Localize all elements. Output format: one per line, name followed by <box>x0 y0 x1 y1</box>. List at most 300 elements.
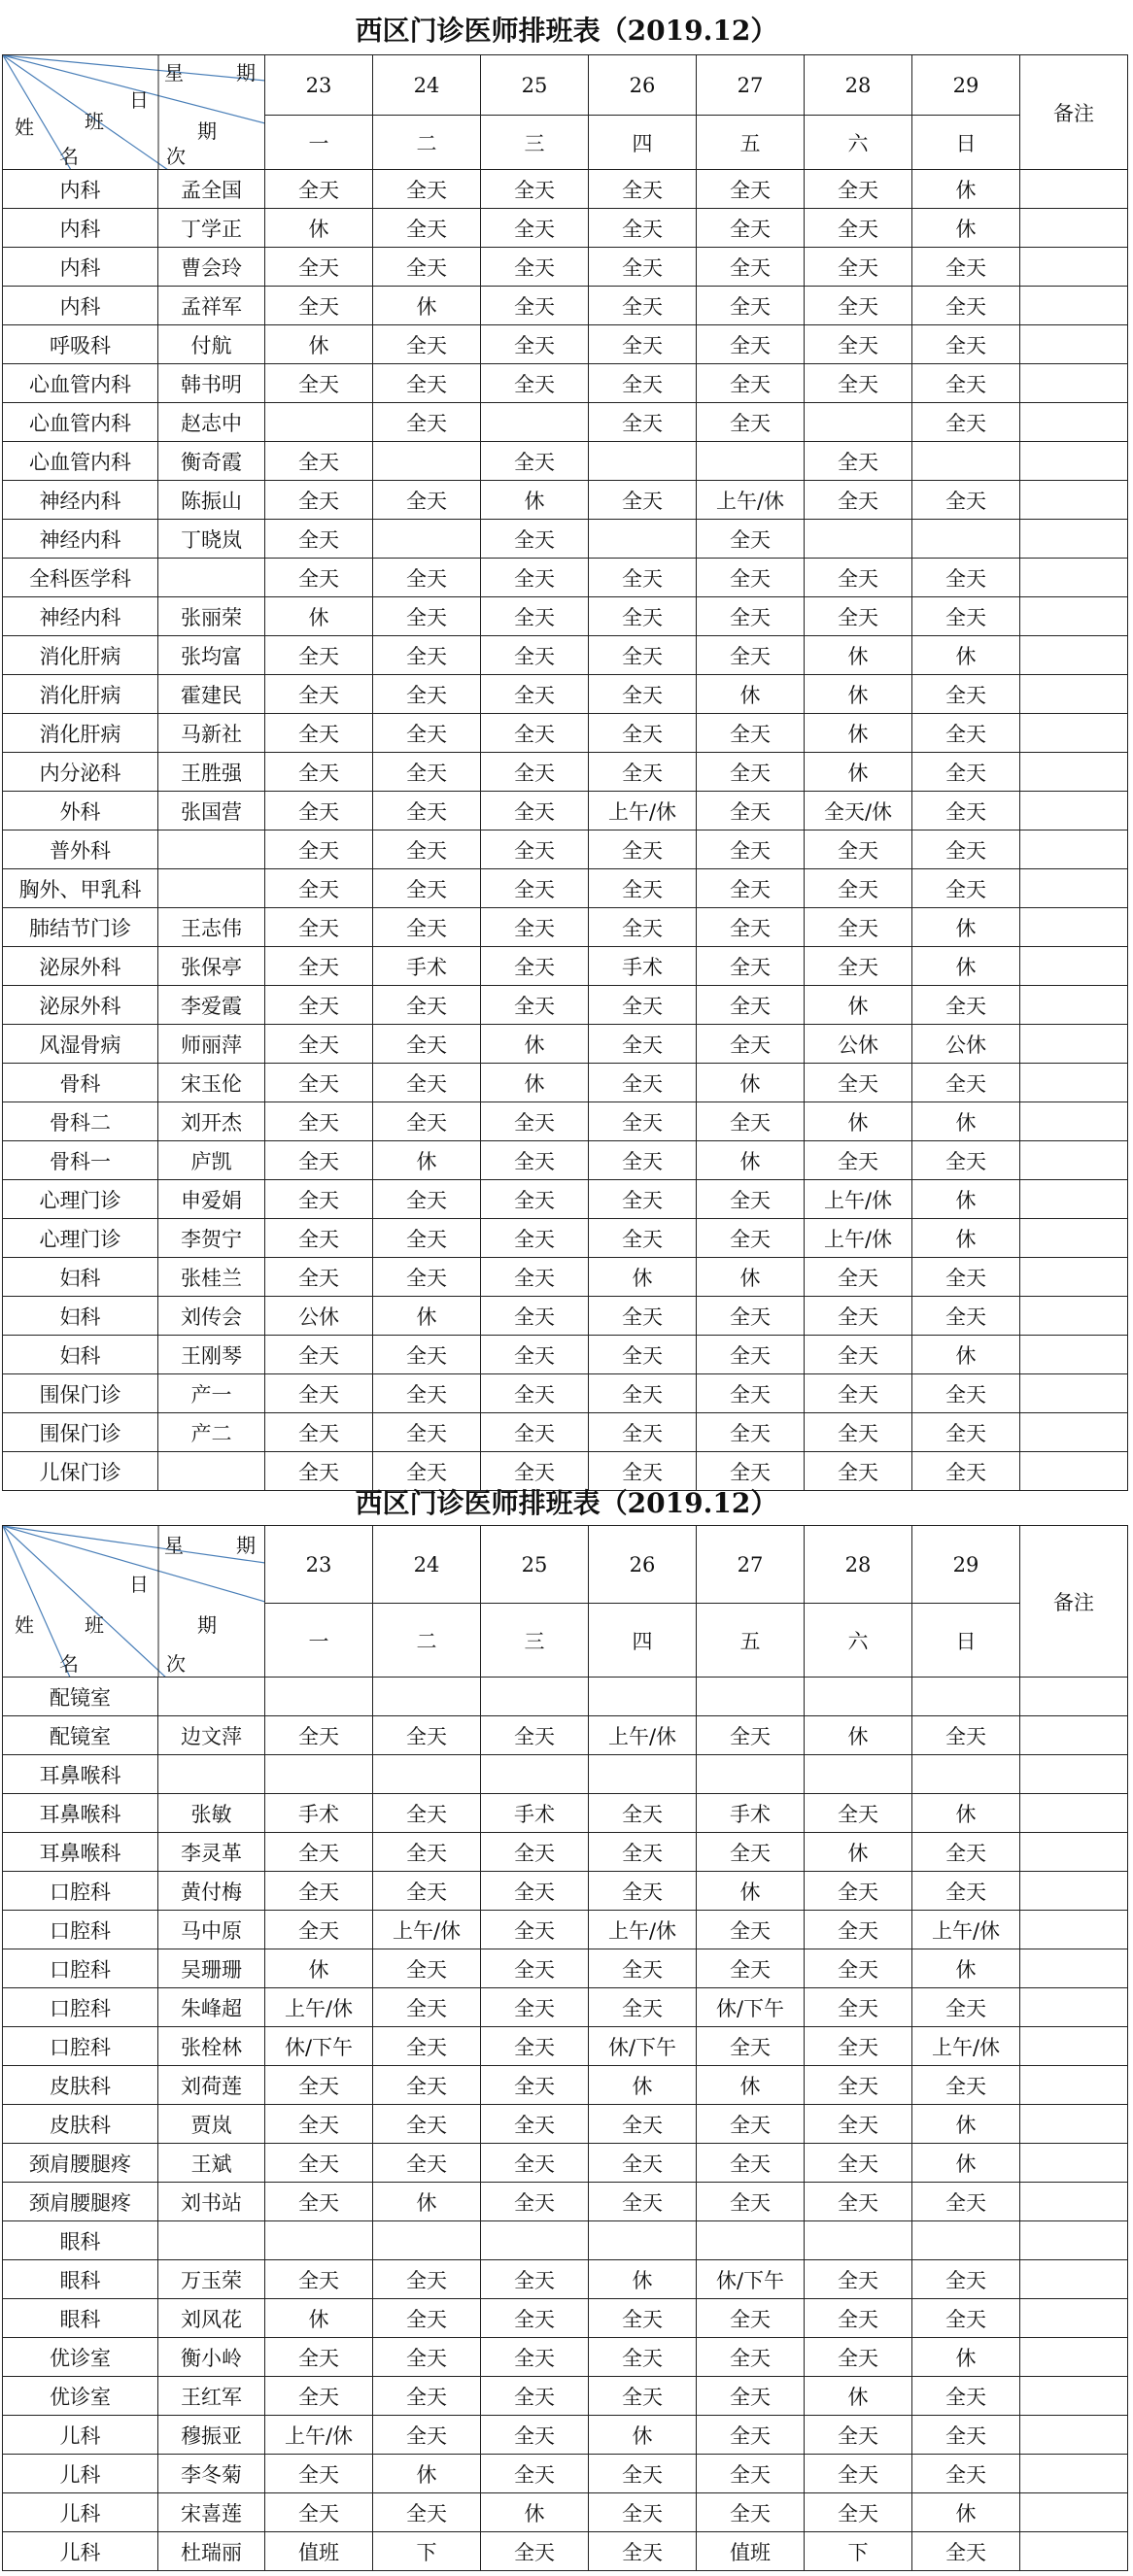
shift-cell: 全天 <box>481 597 589 636</box>
remark-cell <box>1020 1911 1128 1949</box>
shift-cell: 全天 <box>373 2377 481 2416</box>
date-header: 28 <box>805 1526 912 1604</box>
shift-cell: 全天 <box>912 325 1020 364</box>
shift-cell <box>373 1678 481 1716</box>
shift-cell: 全天 <box>912 753 1020 792</box>
remark-cell <box>1020 2377 1128 2416</box>
shift-cell: 全天 <box>589 2493 697 2532</box>
shift-cell: 全天 <box>373 2144 481 2183</box>
date-header: 26 <box>589 1526 697 1604</box>
shift-cell: 全天 <box>912 2260 1020 2299</box>
shift-cell: 上午/休 <box>589 1911 697 1949</box>
department-cell: 口腔科 <box>3 2027 158 2066</box>
shift-cell: 全天 <box>805 2299 912 2338</box>
shift-cell <box>373 1755 481 1794</box>
department-cell: 口腔科 <box>3 1911 158 1949</box>
shift-cell <box>805 1678 912 1716</box>
shift-cell: 全天 <box>481 287 589 325</box>
shift-cell: 全天 <box>589 1180 697 1219</box>
shift-cell: 全天 <box>481 2299 589 2338</box>
shift-cell: 全天 <box>805 2493 912 2532</box>
shift-cell: 休 <box>805 714 912 753</box>
shift-cell: 全天 <box>697 248 805 287</box>
table-row <box>3 2299 1128 2338</box>
shift-cell: 全天 <box>373 714 481 753</box>
shift-cell: 全天 <box>373 908 481 947</box>
corner-label-star: 星 <box>164 1534 184 1557</box>
department-cell: 内科 <box>3 248 158 287</box>
shift-cell: 全天 <box>589 1025 697 1064</box>
remark-cell <box>1020 1949 1128 1988</box>
table-row <box>3 1025 1128 1064</box>
shift-cell: 全天 <box>697 908 805 947</box>
shift-cell: 全天 <box>481 869 589 908</box>
remark-cell <box>1020 1794 1128 1833</box>
shift-cell: 全天 <box>481 2027 589 2066</box>
shift-cell: 全天 <box>373 2299 481 2338</box>
department-cell: 全科医学科 <box>3 559 158 597</box>
doctor-cell: 王斌 <box>158 2144 265 2183</box>
table-row <box>3 597 1128 636</box>
table-row <box>3 481 1128 520</box>
department-cell: 妇科 <box>3 1336 158 1374</box>
shift-cell: 全天 <box>805 1374 912 1413</box>
shift-cell: 休 <box>697 1064 805 1102</box>
shift-cell: 休 <box>373 287 481 325</box>
remark-cell <box>1020 2144 1128 2183</box>
shift-cell: 全天 <box>912 481 1020 520</box>
shift-cell <box>589 442 697 481</box>
shift-cell: 全天 <box>697 1911 805 1949</box>
doctor-cell: 王红军 <box>158 2377 265 2416</box>
shift-cell <box>805 403 912 442</box>
shift-cell: 休/下午 <box>697 2260 805 2299</box>
shift-cell: 全天 <box>912 364 1020 403</box>
shift-cell: 全天 <box>373 1102 481 1141</box>
shift-cell: 全天 <box>589 2183 697 2221</box>
shift-cell: 休 <box>697 675 805 714</box>
shift-cell: 全天 <box>373 675 481 714</box>
remark-cell <box>1020 1297 1128 1336</box>
date-header: 23 <box>265 55 373 116</box>
shift-cell: 全天 <box>481 559 589 597</box>
remark-cell <box>1020 2105 1128 2144</box>
shift-cell: 全天 <box>373 792 481 830</box>
doctor-cell: 衡小岭 <box>158 2338 265 2377</box>
department-cell: 泌尿外科 <box>3 986 158 1025</box>
corner-label-star: 星 <box>164 61 184 85</box>
department-cell: 眼科 <box>3 2260 158 2299</box>
shift-cell: 休 <box>589 2416 697 2455</box>
shift-cell: 全天 <box>481 2455 589 2493</box>
date-header: 25 <box>481 1526 589 1604</box>
corner-label-surname: 姓 <box>15 1613 34 1637</box>
table-row <box>3 2455 1128 2493</box>
shift-cell: 公休 <box>912 1025 1020 1064</box>
shift-cell: 休 <box>481 2493 589 2532</box>
department-cell: 心血管内科 <box>3 364 158 403</box>
shift-cell: 全天 <box>373 2066 481 2105</box>
shift-cell: 休 <box>481 481 589 520</box>
shift-cell: 全天 <box>697 2144 805 2183</box>
shift-cell: 全天 <box>912 2532 1020 2571</box>
shift-cell: 全天 <box>265 442 373 481</box>
shift-cell: 全天 <box>265 1374 373 1413</box>
shift-cell: 全天 <box>589 1949 697 1988</box>
department-cell: 儿科 <box>3 2455 158 2493</box>
department-cell: 外科 <box>3 792 158 830</box>
shift-cell: 全天 <box>697 947 805 986</box>
shift-cell: 全天 <box>912 2377 1020 2416</box>
shift-cell: 休 <box>589 2260 697 2299</box>
shift-cell: 全天 <box>912 597 1020 636</box>
remark-cell <box>1020 1141 1128 1180</box>
doctor-cell: 张国营 <box>158 792 265 830</box>
shift-cell: 全天 <box>481 1988 589 2027</box>
shift-cell: 全天 <box>697 2105 805 2144</box>
shift-cell: 休 <box>265 1949 373 1988</box>
date-header: 26 <box>589 55 697 116</box>
shift-cell: 全天 <box>481 2144 589 2183</box>
shift-cell: 全天 <box>697 1413 805 1452</box>
shift-cell: 全天 <box>481 1716 589 1755</box>
shift-cell: 手术 <box>697 1794 805 1833</box>
shift-cell: 休 <box>805 636 912 675</box>
shift-cell: 休 <box>805 986 912 1025</box>
shift-cell: 全天 <box>265 2455 373 2493</box>
shift-cell: 全天 <box>805 908 912 947</box>
shift-cell: 全天 <box>589 1336 697 1374</box>
shift-cell: 全天 <box>805 1064 912 1102</box>
corner-label-shift: 班 <box>85 1613 104 1637</box>
department-cell: 眼科 <box>3 2299 158 2338</box>
schedule-table-2 <box>2 1525 1128 2571</box>
doctor-cell: 产二 <box>158 1413 265 1452</box>
shift-cell <box>912 1678 1020 1716</box>
shift-cell: 全天 <box>265 2493 373 2532</box>
shift-cell: 休 <box>912 1102 1020 1141</box>
shift-cell: 休 <box>912 209 1020 248</box>
shift-cell: 全天 <box>589 636 697 675</box>
remark-cell <box>1020 947 1128 986</box>
shift-cell <box>265 1678 373 1716</box>
shift-cell <box>265 1755 373 1794</box>
shift-cell: 全天 <box>697 287 805 325</box>
shift-cell: 全天 <box>481 520 589 559</box>
doctor-cell: 张栓林 <box>158 2027 265 2066</box>
date-header: 27 <box>697 55 805 116</box>
shift-cell: 全天 <box>265 2260 373 2299</box>
shift-cell: 全天 <box>697 1025 805 1064</box>
weekday-header: 三 <box>481 116 589 170</box>
table-row <box>3 2221 1128 2260</box>
shift-cell: 全天 <box>265 2144 373 2183</box>
shift-cell: 全天 <box>373 1452 481 1491</box>
table-row <box>3 2260 1128 2299</box>
remark-cell <box>1020 1102 1128 1141</box>
table-row <box>3 869 1128 908</box>
shift-cell: 休 <box>805 753 912 792</box>
shift-cell: 全天 <box>805 597 912 636</box>
shift-cell <box>265 403 373 442</box>
shift-cell: 全天 <box>805 830 912 869</box>
table-row <box>3 1988 1128 2027</box>
remark-cell <box>1020 1064 1128 1102</box>
shift-cell: 全天 <box>373 481 481 520</box>
shift-cell: 休 <box>805 675 912 714</box>
shift-cell: 全天 <box>265 1833 373 1872</box>
shift-cell: 全天 <box>697 2299 805 2338</box>
shift-cell: 休 <box>373 1141 481 1180</box>
department-cell: 耳鼻喉科 <box>3 1755 158 1794</box>
shift-cell: 全天 <box>481 986 589 1025</box>
doctor-cell: 付航 <box>158 325 265 364</box>
shift-cell: 全天 <box>265 1872 373 1911</box>
remark-cell <box>1020 675 1128 714</box>
shift-cell: 全天 <box>697 1102 805 1141</box>
department-cell: 普外科 <box>3 830 158 869</box>
shift-cell: 全天 <box>373 597 481 636</box>
table-row <box>3 792 1128 830</box>
shift-cell: 全天 <box>373 1219 481 1258</box>
department-cell: 消化肝病 <box>3 714 158 753</box>
shift-cell: 上午/休 <box>805 1219 912 1258</box>
remark-cell <box>1020 1716 1128 1755</box>
shift-cell: 全天 <box>589 908 697 947</box>
remark-cell <box>1020 209 1128 248</box>
shift-cell: 全天 <box>373 986 481 1025</box>
shift-cell <box>481 2221 589 2260</box>
weekday-header: 二 <box>373 116 481 170</box>
shift-cell: 上午/休 <box>912 1911 1020 1949</box>
shift-cell: 全天 <box>373 1413 481 1452</box>
date-header: 24 <box>373 1526 481 1604</box>
remark-cell <box>1020 1025 1128 1064</box>
shift-cell: 全天 <box>481 908 589 947</box>
department-cell: 口腔科 <box>3 1988 158 2027</box>
shift-cell: 全天 <box>912 1141 1020 1180</box>
remark-cell <box>1020 2493 1128 2532</box>
shift-cell: 全天 <box>265 2105 373 2144</box>
shift-cell: 全天 <box>265 248 373 287</box>
table-row <box>3 714 1128 753</box>
header-corner <box>3 1526 265 1678</box>
corner-label-shift: 班 <box>85 110 104 133</box>
shift-cell <box>912 2221 1020 2260</box>
shift-cell: 全天 <box>373 1336 481 1374</box>
shift-cell: 手术 <box>265 1794 373 1833</box>
shift-cell: 全天 <box>373 403 481 442</box>
remark-cell <box>1020 2260 1128 2299</box>
shift-cell: 全天 <box>912 1872 1020 1911</box>
shift-cell: 全天 <box>265 2183 373 2221</box>
shift-cell: 全天 <box>805 2455 912 2493</box>
schedule-table-1 <box>2 54 1128 1491</box>
shift-cell: 休 <box>912 1219 1020 1258</box>
remark-cell <box>1020 1833 1128 1872</box>
shift-cell: 全天 <box>373 830 481 869</box>
shift-cell: 全天 <box>373 170 481 209</box>
shift-cell: 全天 <box>481 2377 589 2416</box>
table-row <box>3 830 1128 869</box>
shift-cell: 值班 <box>697 2532 805 2571</box>
shift-cell: 全天 <box>481 2416 589 2455</box>
shift-cell: 全天/休 <box>805 792 912 830</box>
department-cell: 内分泌科 <box>3 753 158 792</box>
shift-cell: 休/下午 <box>265 2027 373 2066</box>
remark-cell <box>1020 636 1128 675</box>
shift-cell: 全天 <box>805 1794 912 1833</box>
shift-cell <box>912 520 1020 559</box>
doctor-cell <box>158 1755 265 1794</box>
department-cell: 心理门诊 <box>3 1219 158 1258</box>
department-cell: 泌尿外科 <box>3 947 158 986</box>
department-cell: 妇科 <box>3 1297 158 1336</box>
shift-cell: 全天 <box>265 675 373 714</box>
shift-cell: 全天 <box>697 1833 805 1872</box>
shift-cell: 全天 <box>481 636 589 675</box>
shift-cell: 全天 <box>697 559 805 597</box>
shift-cell: 休 <box>912 1336 1020 1374</box>
remark-cell <box>1020 442 1128 481</box>
shift-cell: 全天 <box>589 325 697 364</box>
shift-cell: 全天 <box>481 209 589 248</box>
shift-cell: 全天 <box>481 1949 589 1988</box>
doctor-cell: 李爱霞 <box>158 986 265 1025</box>
shift-cell: 全天 <box>589 597 697 636</box>
remark-cell <box>1020 287 1128 325</box>
doctor-cell: 贾岚 <box>158 2105 265 2144</box>
shift-cell: 全天 <box>697 2377 805 2416</box>
shift-cell <box>912 442 1020 481</box>
shift-cell: 全天 <box>373 2027 481 2066</box>
shift-cell <box>373 2221 481 2260</box>
corner-label-period: 期 <box>236 61 256 85</box>
shift-cell: 全天 <box>697 403 805 442</box>
shift-cell <box>805 2221 912 2260</box>
doctor-cell: 丁学正 <box>158 209 265 248</box>
table-row <box>3 753 1128 792</box>
shift-cell: 休 <box>912 2338 1020 2377</box>
corner-label-ci: 次 <box>166 145 186 168</box>
shift-cell: 全天 <box>589 1064 697 1102</box>
shift-cell: 手术 <box>589 947 697 986</box>
shift-cell: 全天 <box>265 520 373 559</box>
table-row <box>3 1064 1128 1102</box>
shift-cell: 手术 <box>373 947 481 986</box>
shift-cell: 全天 <box>589 830 697 869</box>
doctor-cell: 孟祥军 <box>158 287 265 325</box>
shift-cell: 上午/休 <box>912 2027 1020 2066</box>
table-row <box>3 1297 1128 1336</box>
shift-cell: 全天 <box>805 1141 912 1180</box>
shift-cell: 全天 <box>481 170 589 209</box>
doctor-cell: 刘荷莲 <box>158 2066 265 2105</box>
table-row <box>3 559 1128 597</box>
shift-cell: 全天 <box>373 325 481 364</box>
shift-cell: 全天 <box>697 792 805 830</box>
shift-cell <box>805 1755 912 1794</box>
shift-cell: 全天 <box>589 2338 697 2377</box>
remark-cell <box>1020 2221 1128 2260</box>
shift-cell <box>697 442 805 481</box>
shift-cell: 休 <box>912 1794 1020 1833</box>
shift-cell: 全天 <box>912 1064 1020 1102</box>
doctor-cell: 霍建民 <box>158 675 265 714</box>
shift-cell: 全天 <box>805 1258 912 1297</box>
shift-cell: 全天 <box>697 1374 805 1413</box>
doctor-cell: 刘传会 <box>158 1297 265 1336</box>
shift-cell: 全天 <box>373 1833 481 1872</box>
weekday-header: 四 <box>589 116 697 170</box>
date-header: 24 <box>373 55 481 116</box>
shift-cell: 全天 <box>589 675 697 714</box>
corner-label-qi: 期 <box>197 1613 217 1637</box>
shift-cell <box>589 1678 697 1716</box>
shift-cell: 全天 <box>589 2377 697 2416</box>
shift-cell: 全天 <box>373 753 481 792</box>
remark-cell <box>1020 1755 1128 1794</box>
table-row <box>3 287 1128 325</box>
shift-cell: 全天 <box>481 1911 589 1949</box>
remark-cell <box>1020 2066 1128 2105</box>
department-cell: 皮肤科 <box>3 2066 158 2105</box>
department-cell: 心血管内科 <box>3 442 158 481</box>
doctor-cell: 马新社 <box>158 714 265 753</box>
shift-cell: 休 <box>265 597 373 636</box>
shift-cell: 全天 <box>589 986 697 1025</box>
table-row <box>3 1219 1128 1258</box>
doctor-cell: 黄付梅 <box>158 1872 265 1911</box>
shift-cell: 全天 <box>912 2299 1020 2338</box>
shift-cell: 休 <box>805 1102 912 1141</box>
shift-cell: 公休 <box>265 1297 373 1336</box>
weekday-header: 四 <box>589 1604 697 1678</box>
date-header: 28 <box>805 55 912 116</box>
shift-cell: 全天 <box>589 2105 697 2144</box>
table-row <box>3 364 1128 403</box>
schedule-title-1: 西区门诊医师排班表（2019.12） <box>355 15 778 47</box>
shift-cell: 全天 <box>912 2416 1020 2455</box>
shift-cell: 全天 <box>912 714 1020 753</box>
doctor-cell: 王胜强 <box>158 753 265 792</box>
shift-cell: 全天 <box>912 248 1020 287</box>
corner-label-day: 日 <box>129 88 149 112</box>
shift-cell: 休 <box>912 2105 1020 2144</box>
remark-cell <box>1020 364 1128 403</box>
shift-cell: 休/下午 <box>697 1988 805 2027</box>
weekday-header: 日 <box>912 116 1020 170</box>
shift-cell: 全天 <box>481 2260 589 2299</box>
shift-cell: 全天 <box>697 170 805 209</box>
shift-cell: 休 <box>912 2144 1020 2183</box>
shift-cell: 全天 <box>589 2299 697 2338</box>
shift-cell: 全天 <box>373 1064 481 1102</box>
shift-cell: 全天 <box>805 2144 912 2183</box>
table-row <box>3 1336 1128 1374</box>
shift-cell: 全天 <box>589 1102 697 1141</box>
table-row <box>3 1949 1128 1988</box>
shift-cell: 全天 <box>265 1911 373 1949</box>
shift-cell: 全天 <box>265 714 373 753</box>
doctor-cell: 陈振山 <box>158 481 265 520</box>
remark-cell <box>1020 170 1128 209</box>
shift-cell: 全天 <box>589 1988 697 2027</box>
weekday-header: 五 <box>697 116 805 170</box>
weekday-header: 二 <box>373 1604 481 1678</box>
shift-cell: 全天 <box>481 1452 589 1491</box>
shift-cell: 全天 <box>912 1258 1020 1297</box>
